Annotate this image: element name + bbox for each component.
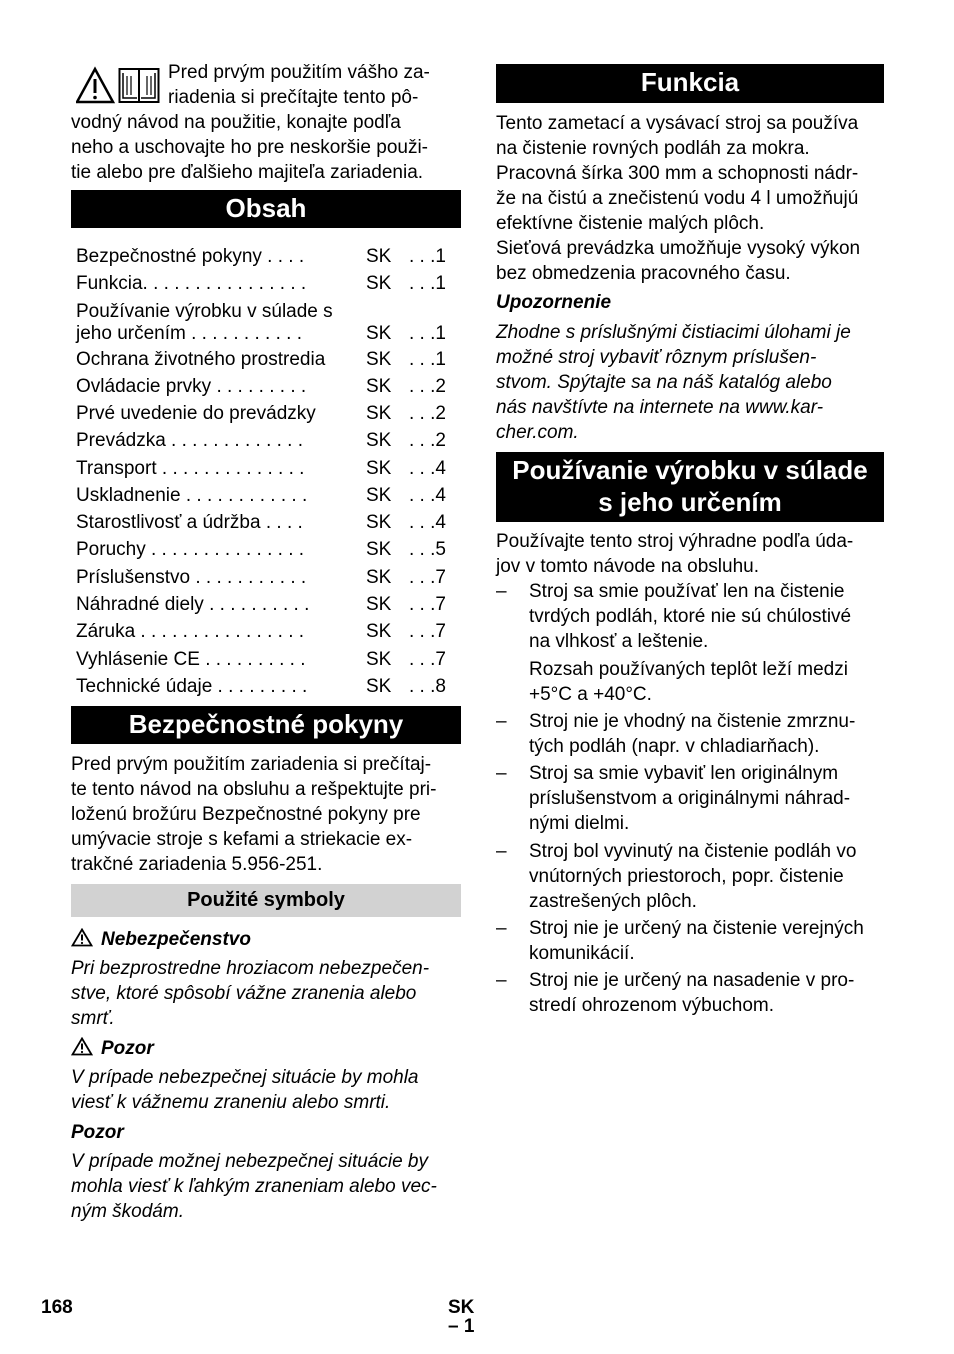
usage-heading <box>496 452 884 522</box>
list-item <box>496 916 884 966</box>
toc-title: Prvé uvedenie do prevádzky <box>76 403 316 424</box>
list-item <box>496 839 884 914</box>
toc-title-line: jeho určením . . . . . . . . . . . <box>76 323 302 344</box>
intro-notice <box>71 60 461 185</box>
toc-title: Príslušenstvo . . . . . . . . . . . <box>76 567 307 588</box>
toc-page: . . .5 <box>409 539 446 560</box>
caution-text <box>71 1149 461 1224</box>
bullet-dash: – <box>496 841 507 862</box>
list-item <box>496 579 884 654</box>
funkcia-line: Pracovná šírka 300 mm a schopnosti nádr- <box>496 163 859 184</box>
temperature-note <box>496 657 884 707</box>
toc-title: Poruchy . . . . . . . . . . . . . . . <box>76 539 305 560</box>
toc-lang: SK <box>366 273 392 294</box>
bullet-line: tých podláh (napr. v chladiarňach). <box>529 736 820 757</box>
toc-lang: SK <box>366 376 392 397</box>
danger-label: Nebezpečenstvo <box>101 929 251 950</box>
bullet-line: príslušenstvom a originálnymi náhrad- <box>529 788 851 809</box>
warning-triangle-icon <box>71 928 93 947</box>
bullet-line: stredí ohrozenom výbuchom. <box>529 995 775 1016</box>
toc-title: Záruka . . . . . . . . . . . . . . . . <box>76 621 305 642</box>
bullet-line: Stroj sa smie používať len na čistenie <box>529 581 845 602</box>
toc-row[interactable] <box>76 455 461 482</box>
caution-line: ným škodám. <box>71 1201 184 1222</box>
toc-row[interactable] <box>76 673 461 700</box>
toc-title: Transport . . . . . . . . . . . . . . <box>76 458 305 479</box>
safety-heading: Bezpečnostné pokyny <box>71 706 461 744</box>
toc-title: Uskladnenie . . . . . . . . . . . . <box>76 485 308 506</box>
toc-title: Vyhlásenie CE . . . . . . . . . . <box>76 649 306 670</box>
toc-page: . . .7 <box>409 594 446 615</box>
toc-lang: SK <box>366 567 392 588</box>
toc-lang: SK <box>366 649 392 670</box>
toc-title: Ochrana životného prostredia <box>76 349 326 370</box>
obsah-heading: Obsah <box>71 190 461 228</box>
safety-line: trakčné zariadenia 5.956-251. <box>71 854 323 875</box>
toc-page: . . .2 <box>409 403 446 424</box>
toc-lang: SK <box>366 349 392 370</box>
toc-page: . . .4 <box>409 485 446 506</box>
warning-heading <box>71 1036 154 1061</box>
usage-heading-line: s jeho určením <box>598 487 782 517</box>
toc-title: Technické údaje . . . . . . . . . <box>76 676 308 697</box>
toc-row[interactable] <box>76 591 461 618</box>
note-text <box>496 320 884 445</box>
funkcia-line: Tento zametací a vysávací stroj sa používa <box>496 113 859 134</box>
warning-label: Pozor <box>101 1038 154 1059</box>
warning-text <box>71 1065 461 1115</box>
toc-lang: SK <box>366 676 392 697</box>
toc-page: . . .7 <box>409 567 446 588</box>
toc-page: . . .1 <box>409 349 446 370</box>
toc-row[interactable] <box>76 618 461 645</box>
safety-line: Pred prvým použitím zariadenia si prečítaj- <box>71 754 432 775</box>
toc-lang: SK <box>366 485 392 506</box>
toc-row[interactable] <box>76 536 461 563</box>
toc-lang: SK <box>366 323 392 344</box>
temperature-line: Rozsah používaných teplôt leží medzi <box>529 659 848 680</box>
toc-page: . . .1 <box>409 246 446 267</box>
note-line: cher.com. <box>496 422 579 443</box>
intro-line: neho a uschovajte ho pre neskoršie použi- <box>71 137 429 158</box>
bullet-dash: – <box>496 970 507 991</box>
toc-page: . . .2 <box>409 430 446 451</box>
bullet-line: Stroj nie je vhodný na čistenie zmrznu- <box>529 711 856 732</box>
warning-line: viesť k vážnemu zraneniu alebo smrti. <box>71 1092 391 1113</box>
note-heading: Upozornenie <box>496 292 612 313</box>
footer-label <box>448 1297 474 1341</box>
safety-line: umývacie stroje s kefami a striekacie ex- <box>71 829 413 850</box>
safety-line: te tento návod na obsluhu a rešpektujte pri- <box>71 779 437 800</box>
toc-row[interactable] <box>76 299 461 347</box>
toc-page: . . .8 <box>409 676 446 697</box>
toc-page: . . .2 <box>409 376 446 397</box>
toc-row[interactable] <box>76 270 461 297</box>
toc-page: . . .1 <box>409 323 446 344</box>
funkcia-paragraph <box>496 111 884 286</box>
warning-triangle-icon <box>71 1037 93 1056</box>
caution-line: mohla viesť k ľahkým zraneniam alebo vec- <box>71 1176 437 1197</box>
danger-heading <box>71 927 251 952</box>
danger-line: stve, ktoré spôsobí vážne zranenia alebo <box>71 983 417 1004</box>
toc-page: . . .7 <box>409 649 446 670</box>
toc-row[interactable] <box>76 564 461 591</box>
list-item <box>496 709 884 759</box>
toc-lang: SK <box>366 458 392 479</box>
footer-page: – 1 <box>448 1316 475 1337</box>
bullet-line: na vlhkosť a leštenie. <box>529 631 709 652</box>
warning-line: V prípade nebezpečnej situácie by mohla <box>71 1067 419 1088</box>
toc-page: . . .4 <box>409 458 446 479</box>
toc-title <box>76 301 333 345</box>
toc-page: . . .7 <box>409 621 446 642</box>
bullet-line: nými dielmi. <box>529 813 630 834</box>
open-book-icon <box>118 66 160 106</box>
intro-line: Pred prvým použitím vášho za- <box>168 62 430 83</box>
bullet-line: vnútorných priestoroch, popr. čistenie <box>529 866 844 887</box>
note-line: nás navštívte na internete na www.kar- <box>496 397 824 418</box>
funkcia-line: na čistenie rovných podláh za mokra. <box>496 138 810 159</box>
toc-lang: SK <box>366 539 392 560</box>
funkcia-line: bez obmedzenia pracovného času. <box>496 263 791 284</box>
toc-title: Ovládacie prvky . . . . . . . . . <box>76 376 307 397</box>
toc-row[interactable] <box>76 427 461 454</box>
toc-lang: SK <box>366 430 392 451</box>
page-number: 168 <box>41 1297 73 1318</box>
bullet-line: Stroj bol vyvinutý na čistenie podláh vo <box>529 841 857 862</box>
bullet-line: komunikácií. <box>529 943 635 964</box>
usage-paragraph <box>496 529 884 579</box>
toc-page: . . .4 <box>409 512 446 533</box>
intro-line: vodný návod na použitie, konajte podľa <box>71 112 401 133</box>
toc-page: . . .1 <box>409 273 446 294</box>
bullet-line: tvrdých podláh, ktoré nie sú chúlostivé <box>529 606 852 627</box>
bullet-line: Stroj nie je určený na čistenie verejných <box>529 918 864 939</box>
toc-lang: SK <box>366 246 392 267</box>
danger-line: Pri bezprostredne hroziacom nebezpečen- <box>71 958 430 979</box>
toc-title: Funkcia. . . . . . . . . . . . . . . . <box>76 273 307 294</box>
toc-row[interactable] <box>76 373 461 400</box>
bullet-line: Stroj sa smie vybaviť len originálnym <box>529 763 839 784</box>
toc-title: Starostlivosť a údržba . . . . <box>76 512 303 533</box>
funkcia-line: Sieťová prevádzka umožňuje vysoký výkon <box>496 238 861 259</box>
note-line: stvom. Spýtajte sa na náš katalóg alebo <box>496 372 832 393</box>
toc-row[interactable] <box>76 346 461 373</box>
symbols-heading: Použité symboly <box>71 884 461 917</box>
toc-title: Náhradné diely . . . . . . . . . . <box>76 594 310 615</box>
toc-lang: SK <box>366 594 392 615</box>
usage-heading-line: Používanie výrobku v súlade <box>512 455 868 485</box>
usage-line: jov v tomto návode na obsluhu. <box>496 556 760 577</box>
footer-lang: SK <box>448 1297 475 1318</box>
toc-lang: SK <box>366 512 392 533</box>
bullet-dash: – <box>496 918 507 939</box>
bullet-line: zastrešených plôch. <box>529 891 697 912</box>
bullet-dash: – <box>496 581 507 602</box>
danger-text <box>71 956 461 1031</box>
caution-label: Pozor <box>71 1122 124 1143</box>
note-line: možné stroj vybaviť rôznym príslušen- <box>496 347 817 368</box>
funkcia-line: že na čistú a znečistenú vodu 4 l umožňujú <box>496 188 859 209</box>
funkcia-heading: Funkcia <box>496 64 884 103</box>
bullet-dash: – <box>496 711 507 732</box>
danger-line: smrť. <box>71 1008 115 1029</box>
temperature-line: +5°C a +40°C. <box>529 684 652 705</box>
bullet-dash: – <box>496 763 507 784</box>
toc-title: Prevádzka . . . . . . . . . . . . . <box>76 430 304 451</box>
toc-lang: SK <box>366 403 392 424</box>
usage-line: Používajte tento stroj výhradne podľa úda- <box>496 531 854 552</box>
toc-title: Bezpečnostné pokyny . . . . <box>76 246 305 267</box>
safety-line: loženú brožúru Bezpečnostné pokyny pre <box>71 804 421 825</box>
toc-row[interactable] <box>76 509 461 536</box>
toc-lang: SK <box>366 621 392 642</box>
caution-heading <box>71 1120 124 1145</box>
list-item <box>496 968 884 1018</box>
toc-row[interactable] <box>76 646 461 673</box>
list-item <box>496 761 884 836</box>
caution-line: V prípade možnej nebezpečnej situácie by <box>71 1151 429 1172</box>
toc-title-line: Používanie výrobku v súlade s <box>76 301 333 322</box>
toc-row[interactable] <box>76 482 461 509</box>
intro-line: tie alebo pre ďalšieho majiteľa zariadenia. <box>71 162 424 183</box>
bullet-line: Stroj nie je určený na nasadenie v pro- <box>529 970 855 991</box>
intro-line: riadenia si prečítajte tento pô- <box>168 87 419 108</box>
toc-row[interactable] <box>76 400 461 427</box>
safety-paragraph <box>71 752 461 877</box>
funkcia-line: efektívne čistenie malých plôch. <box>496 213 765 234</box>
note-line: Zhodne s príslušnými čistiacimi úlohami je <box>496 322 851 343</box>
toc-row[interactable] <box>76 243 461 270</box>
